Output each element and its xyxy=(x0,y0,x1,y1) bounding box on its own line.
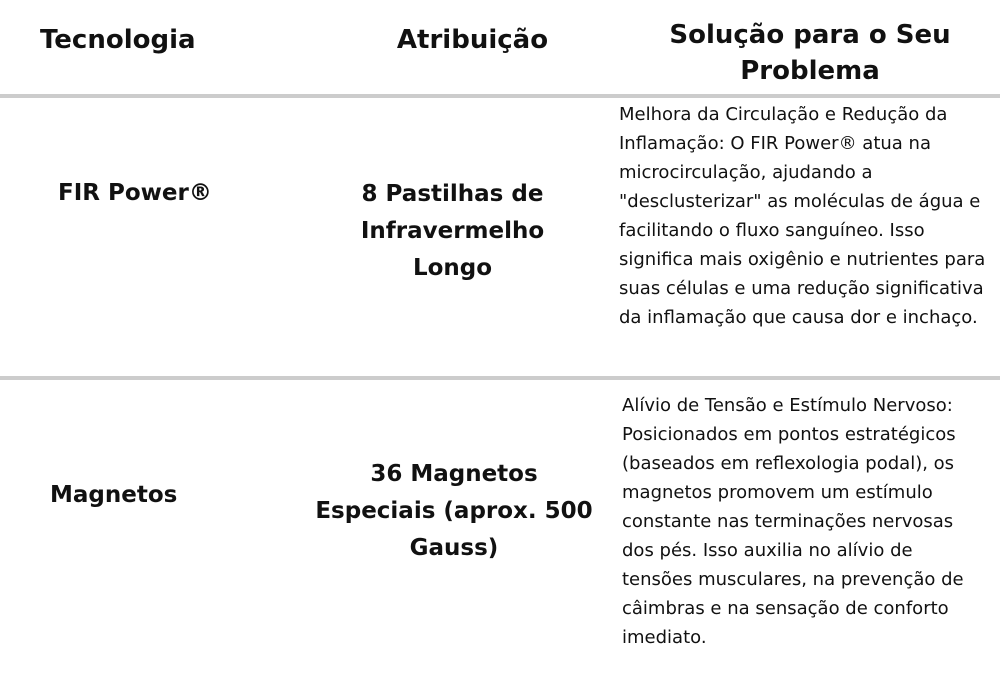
header-divider xyxy=(0,94,1000,98)
header-attribution: Atribuição xyxy=(396,25,549,55)
row-1-technology: FIR Power® xyxy=(58,180,212,206)
header-solution: Solução para o Seu Problema xyxy=(669,20,951,86)
row-2-technology: Magnetos xyxy=(50,482,178,508)
row-2-solution: Alívio de Tensão e Estímulo Nervoso: Posicionados em pontos estratégicos (baseados em reflexologia podal), os magnetos promovem um estímulo constante nas terminações nervosas dos pés. Isso auxilia no alívio de tensões musculares, na prevenção de câimbras e na sensação de conforto imediato. xyxy=(622,395,964,648)
header-technology: Tecnologia xyxy=(40,25,196,55)
row-2-attribution: 36 Magnetos Especiais (aprox. 500 Gauss) xyxy=(315,461,593,561)
row-1-solution: Melhora da Circulação e Redução da Inflamação: O FIR Power® atua na microcirculação, ajudando a "desclusterizar" as moléculas de água e facilitando o fluxo sanguíneo. Isso significa mais oxigênio e nutrientes para suas células e uma redução significativa da inflamação que causa dor e inchaço. xyxy=(619,104,986,328)
row-divider xyxy=(0,376,1000,380)
row-1-attribution: 8 Pastilhas de Infravermelho Longo xyxy=(360,181,545,281)
